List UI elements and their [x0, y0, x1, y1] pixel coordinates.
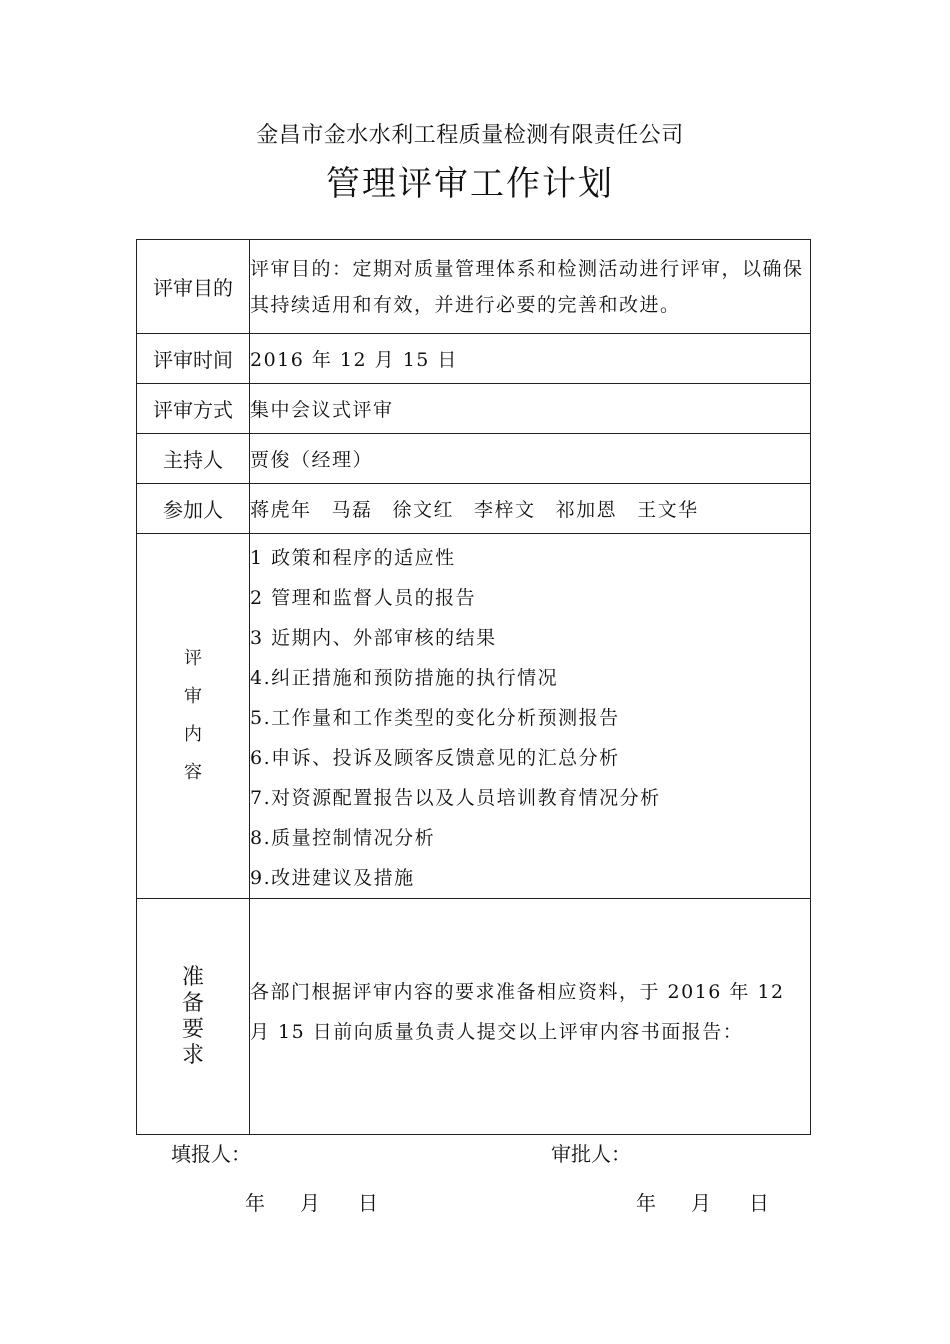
prep-label-char: 要 — [181, 1016, 204, 1042]
time-label: 评审时间 — [137, 334, 250, 384]
content-item: 1 政策和程序的适应性 — [250, 547, 456, 569]
prep-cell — [250, 899, 811, 1135]
approver-label: 审批人： — [551, 1142, 631, 1166]
content-label-char: 评 — [184, 648, 202, 669]
mode-value: 集中会议式评审 — [250, 384, 811, 434]
content-item: 7.对资源配置报告以及人员培训教育情况分析 — [250, 787, 661, 809]
date-year: 年 — [245, 1191, 265, 1215]
content-label-char: 容 — [184, 762, 202, 783]
host-row — [137, 434, 811, 484]
attendee: 蒋虎年 — [250, 499, 312, 521]
prep-label-char: 备 — [181, 990, 204, 1016]
attendee: 王文华 — [637, 499, 699, 521]
attendees-row — [137, 484, 811, 534]
prep-label-char: 求 — [181, 1042, 204, 1068]
content-item: 2 管理和监督人员的报告 — [250, 587, 477, 609]
time-value: 2016 年 12 月 15 日 — [250, 334, 811, 384]
time-row — [137, 334, 811, 384]
purpose-label: 评审目的 — [137, 240, 250, 334]
mode-row — [137, 384, 811, 434]
attendees-label: 参加人 — [137, 484, 250, 534]
date-month: 月 — [691, 1191, 711, 1215]
attendee: 马磊 — [331, 499, 373, 521]
review-plan-table — [136, 239, 811, 1135]
content-item: 3 近期内、外部审核的结果 — [250, 627, 497, 649]
content-item: 5.工作量和工作类型的变化分析预测报告 — [250, 707, 620, 729]
prep-label-char: 准 — [181, 964, 204, 990]
approver-date — [636, 1187, 769, 1216]
attendee: 祁加恩 — [555, 499, 618, 521]
purpose-cell — [250, 240, 811, 334]
content-item: 4.纠正措施和预防措施的执行情况 — [250, 667, 559, 689]
date-day: 日 — [749, 1191, 769, 1215]
host-label: 主持人 — [137, 434, 250, 484]
date-year: 年 — [636, 1191, 656, 1215]
content-label — [137, 534, 250, 899]
attendee: 徐文红 — [392, 499, 455, 521]
purpose-text: 评审目的：定期对质量管理体系和检测活动进行评审，以确保其持续适用和有效，并进行必要的完善和改进。 — [250, 257, 804, 316]
content-item: 8.质量控制情况分析 — [250, 827, 436, 849]
prep-text: 各部门根据评审内容的要求准备相应资料，于 2016 年 12 月 15 日前向质量负责人提交以上评审内容书面报告： — [250, 980, 785, 1043]
date-day: 日 — [358, 1191, 378, 1215]
prep-row — [137, 899, 811, 1135]
content-label-char: 内 — [184, 724, 202, 745]
filler-label: 填报人： — [171, 1142, 251, 1166]
attendee: 李梓文 — [474, 499, 536, 521]
document-title: 管理评审工作计划 — [326, 164, 614, 204]
date-month: 月 — [300, 1191, 320, 1215]
host-value: 贾俊（经理） — [250, 434, 811, 484]
content-items — [250, 534, 811, 899]
content-row — [137, 534, 811, 899]
filler-date — [245, 1187, 378, 1216]
content-label-char: 审 — [184, 686, 202, 707]
prep-label — [137, 899, 250, 1135]
content-item: 6.申诉、投诉及顾客反馈意见的汇总分析 — [250, 747, 620, 769]
attendees-list — [250, 484, 811, 534]
mode-label: 评审方式 — [137, 384, 250, 434]
purpose-row — [137, 240, 811, 334]
content-item: 9.改进建议及措施 — [250, 867, 415, 889]
company-name: 金昌市金水水利工程质量检测有限责任公司 — [256, 123, 684, 148]
